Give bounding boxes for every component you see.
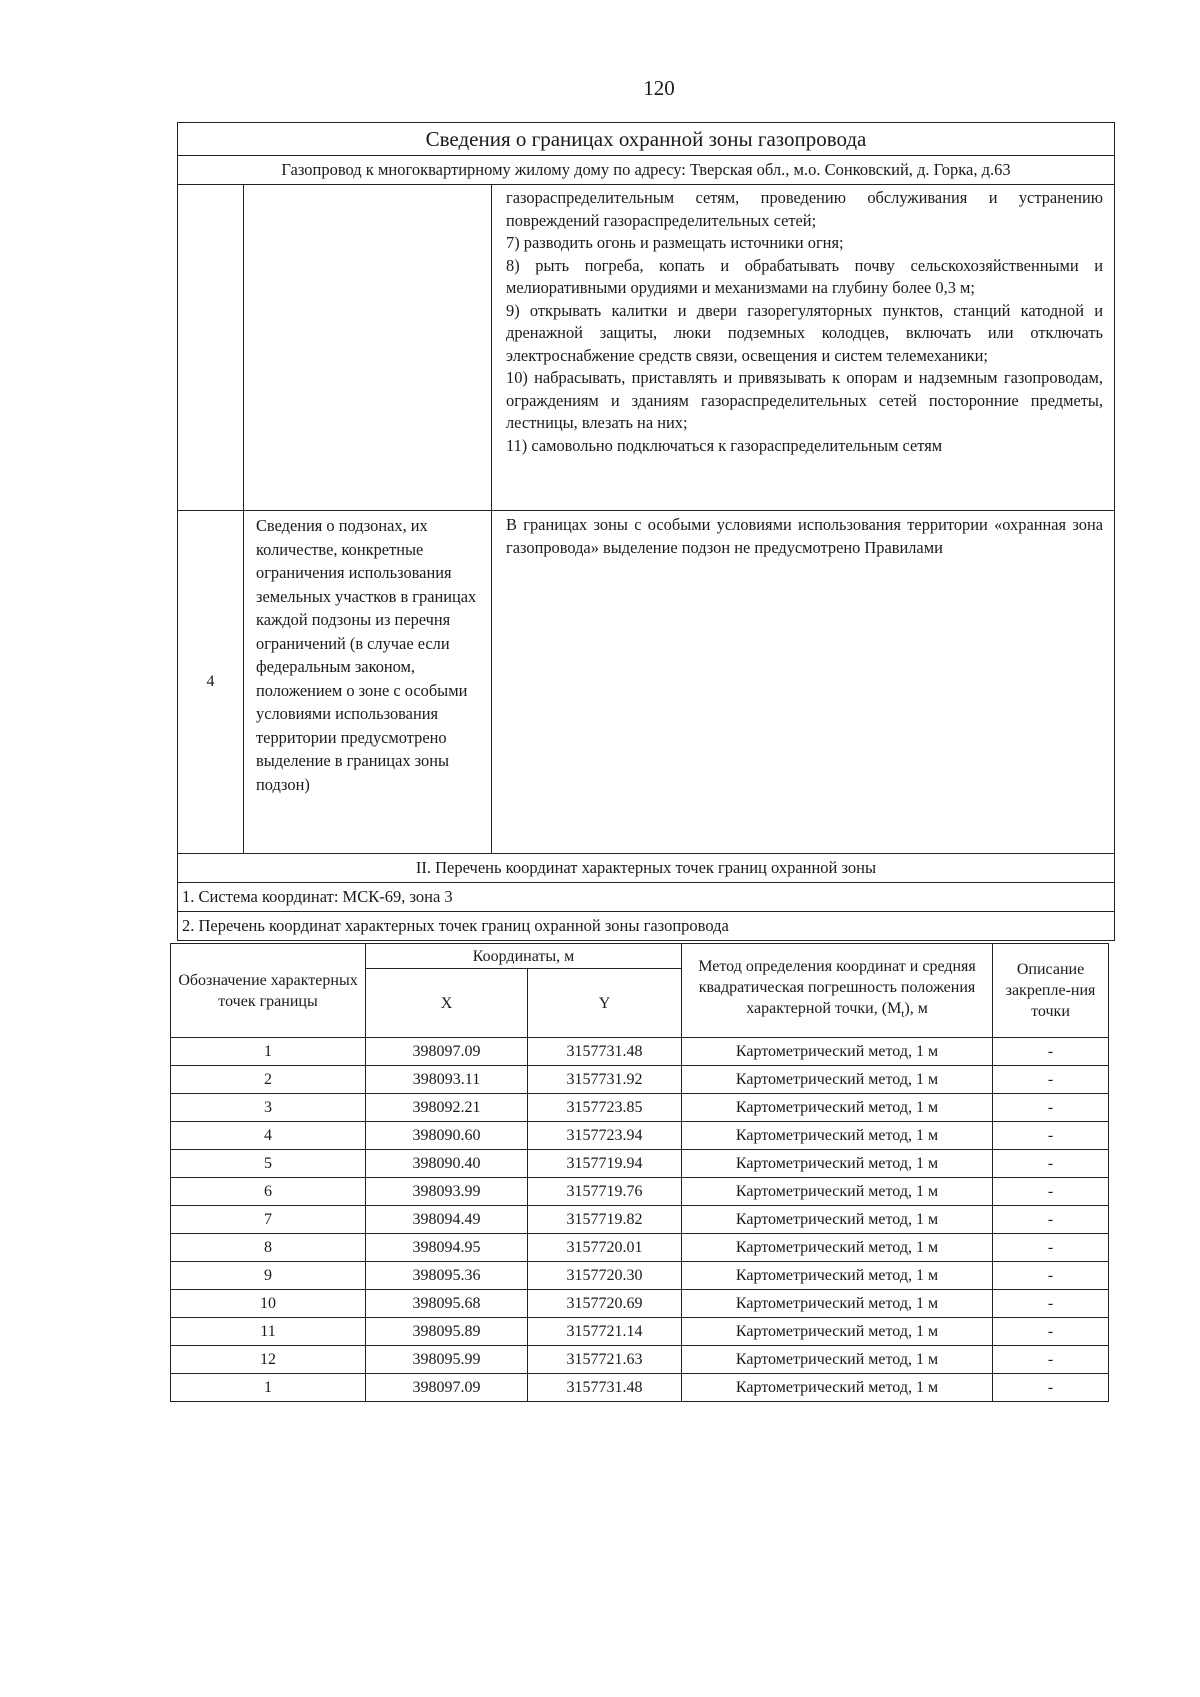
rule-item: газораспределительным сетям, проведению обслуживания и устранению повреждений газораспределительных сетей; (506, 188, 1104, 230)
empty-label-cell (244, 185, 492, 511)
rule-item: 8) рыть погреба, копать и обрабатывать почву сельскохозяйственными и мелиоративными орудиями и механизмами на глубину более 0,3 м; (506, 255, 1104, 297)
y-cell: 3157719.76 (528, 1178, 682, 1206)
y-cell: 3157731.48 (528, 1038, 682, 1066)
y-cell: 3157723.85 (528, 1094, 682, 1122)
method-cell: Картометрический метод, 1 м (682, 1178, 993, 1206)
method-cell: Картометрический метод, 1 м (682, 1290, 993, 1318)
desc-cell: - (993, 1094, 1109, 1122)
point-cell: 7 (171, 1206, 366, 1234)
method-cell: Картометрический метод, 1 м (682, 1262, 993, 1290)
table-row (171, 1150, 1109, 1178)
table-row (171, 1206, 1109, 1234)
coordinate-system: 1. Система координат: МСК-69, зона 3 (178, 883, 1115, 912)
desc-cell: - (993, 1262, 1109, 1290)
desc-cell: - (993, 1178, 1109, 1206)
y-cell: 3157720.69 (528, 1290, 682, 1318)
subzone-text: В границах зоны с особыми условиями использования территории «охранная зона газопровода» выделение подзон не предусмотрено Правилами (492, 511, 1115, 854)
table-title: Сведения о границах охранной зоны газопровода (178, 123, 1115, 156)
method-cell: Картометрический метод, 1 м (682, 1094, 993, 1122)
subzone-label: Сведения о подзонах, их количестве, конкретные ограничения использования земельных участков в границах каждой подзоны из перечня ограничений (в случае если федеральным законом, положением о зоне с особыми условиями использования территории предусмотрено выделение в границах зоны подзон) (244, 511, 492, 854)
desc-cell: - (993, 1318, 1109, 1346)
table-row (171, 1234, 1109, 1262)
header-desc: Описание закрепле-ния точки (993, 944, 1109, 1038)
point-cell: 9 (171, 1262, 366, 1290)
method-cell: Картометрический метод, 1 м (682, 1346, 993, 1374)
page-number: 120 (643, 76, 675, 100)
desc-cell: - (993, 1234, 1109, 1262)
empty-number-cell (178, 185, 244, 511)
x-cell: 398097.09 (366, 1374, 528, 1402)
table-row (171, 1262, 1109, 1290)
y-cell: 3157719.82 (528, 1206, 682, 1234)
point-cell: 8 (171, 1234, 366, 1262)
header-point: Обозначение характерных точек границы (171, 944, 366, 1038)
header-method: Метод определения координат и средняя квадратическая погрешность положения характерной точки, $(M_t)$, м (682, 944, 993, 1038)
table-row (171, 1178, 1109, 1206)
x-cell: 398094.49 (366, 1206, 528, 1234)
method-cell: Картометрический метод, 1 м (682, 1150, 993, 1178)
y-cell: 3157721.63 (528, 1346, 682, 1374)
x-cell: 398095.68 (366, 1290, 528, 1318)
rule-item: 10) набрасывать, приставлять и привязывать к опорам и надземным газопроводам, ограждениям и зданиям газораспределительных сетей посторонние предметы, лестницы, влезать на них; (506, 368, 1104, 432)
x-cell: 398093.99 (366, 1178, 528, 1206)
zone-info-table (177, 122, 1115, 941)
rules-list (492, 185, 1115, 511)
y-cell: 3157731.92 (528, 1066, 682, 1094)
desc-cell: - (993, 1122, 1109, 1150)
rules-continuation-row (178, 185, 1115, 511)
y-cell: 3157719.94 (528, 1150, 682, 1178)
row-number: 4 (178, 511, 244, 854)
desc-cell: - (993, 1374, 1109, 1402)
x-cell: 398090.40 (366, 1150, 528, 1178)
y-cell: 3157721.14 (528, 1318, 682, 1346)
coordinates-table (170, 943, 1109, 1402)
x-cell: 398090.60 (366, 1122, 528, 1150)
x-cell: 398093.11 (366, 1066, 528, 1094)
coordinate-list-title: 2. Перечень координат характерных точек границ охранной зоны газопровода (178, 912, 1115, 941)
rule-item: 9) открывать калитки и двери газорегуляторных пунктов, станций катодной и дренажной защиты, люки подземных колодцев, включать или отключать электроснабжение средств связи, освещения и систем телемеханики; (506, 300, 1104, 365)
table-row (171, 1290, 1109, 1318)
desc-cell: - (993, 1150, 1109, 1178)
header-x: X (366, 969, 528, 1038)
point-cell: 3 (171, 1094, 366, 1122)
point-cell: 1 (171, 1374, 366, 1402)
desc-cell: - (993, 1290, 1109, 1318)
method-cell: Картометрический метод, 1 м (682, 1038, 993, 1066)
x-cell: 398092.21 (366, 1094, 528, 1122)
subzone-row (178, 511, 1115, 854)
method-cell: Картометрический метод, 1 м (682, 1206, 993, 1234)
method-cell: Картометрический метод, 1 м (682, 1234, 993, 1262)
point-cell: 1 (171, 1038, 366, 1066)
point-cell: 12 (171, 1346, 366, 1374)
y-cell: 3157720.01 (528, 1234, 682, 1262)
y-cell: 3157720.30 (528, 1262, 682, 1290)
method-cell: Картометрический метод, 1 м (682, 1122, 993, 1150)
method-cell: Картометрический метод, 1 м (682, 1066, 993, 1094)
table-row (171, 1066, 1109, 1094)
method-cell: Картометрический метод, 1 м (682, 1318, 993, 1346)
point-cell: 10 (171, 1290, 366, 1318)
section2-heading: II. Перечень координат характерных точек границ охранной зоны (178, 854, 1115, 883)
x-cell: 398097.09 (366, 1038, 528, 1066)
method-cell: Картометрический метод, 1 м (682, 1374, 993, 1402)
x-cell: 398095.99 (366, 1346, 528, 1374)
table-subtitle: Газопровод к многоквартирному жилому дому по адресу: Тверская обл., м.о. Сонковский, д. Горка, д.63 (178, 156, 1115, 185)
desc-cell: - (993, 1066, 1109, 1094)
desc-cell: - (993, 1038, 1109, 1066)
rule-item: 11) самовольно подключаться к газораспределительным сетям (506, 435, 943, 455)
rule-item: 7) разводить огонь и размещать источники огня; (506, 233, 844, 252)
table-row (171, 1346, 1109, 1374)
point-cell: 2 (171, 1066, 366, 1094)
y-cell: 3157731.48 (528, 1374, 682, 1402)
table-row (171, 1374, 1109, 1402)
desc-cell: - (993, 1346, 1109, 1374)
point-cell: 6 (171, 1178, 366, 1206)
header-y: Y (528, 969, 682, 1038)
table-row (171, 1038, 1109, 1066)
table-row (171, 1318, 1109, 1346)
x-cell: 398094.95 (366, 1234, 528, 1262)
point-cell: 4 (171, 1122, 366, 1150)
table-row (171, 1094, 1109, 1122)
table-row (171, 1122, 1109, 1150)
x-cell: 398095.89 (366, 1318, 528, 1346)
point-cell: 11 (171, 1318, 366, 1346)
header-coords: Координаты, м (366, 944, 682, 969)
point-cell: 5 (171, 1150, 366, 1178)
x-cell: 398095.36 (366, 1262, 528, 1290)
y-cell: 3157723.94 (528, 1122, 682, 1150)
desc-cell: - (993, 1206, 1109, 1234)
